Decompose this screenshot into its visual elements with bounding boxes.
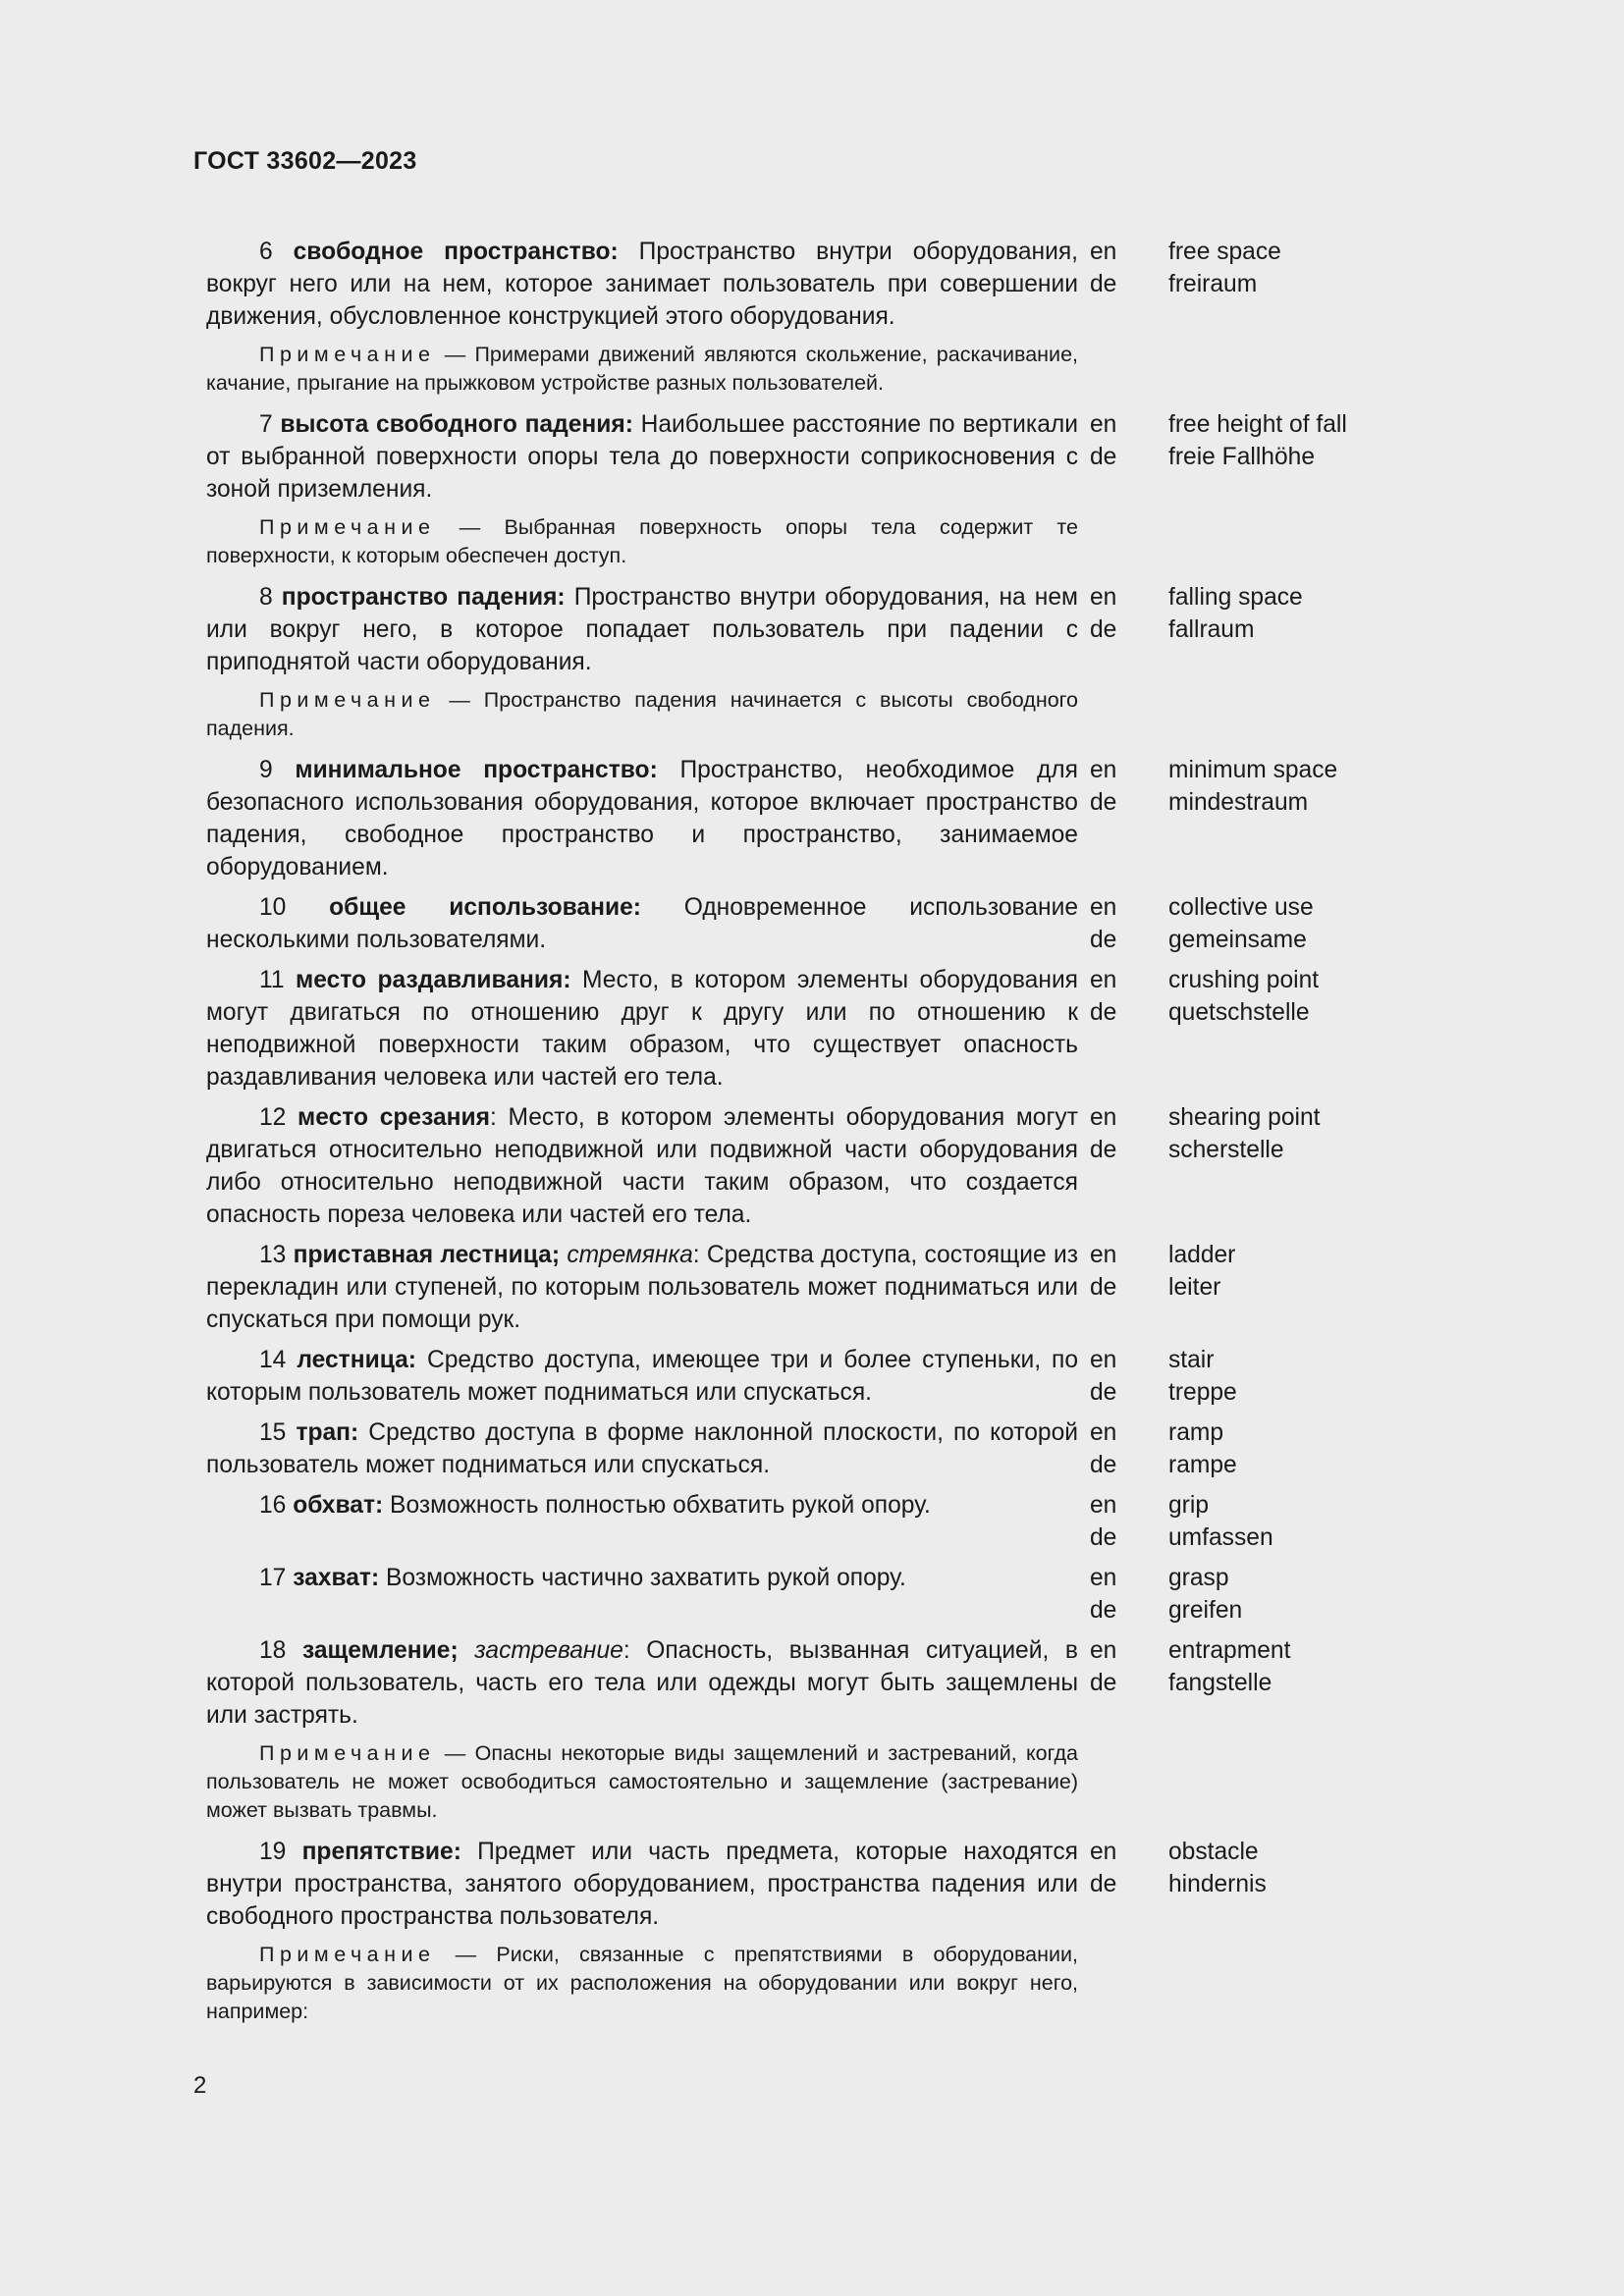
term-number: 18 [259,1637,287,1664]
term-definition-text [206,408,1078,506]
english-equivalent: falling space [1168,584,1303,611]
german-equivalent: greifen [1168,1597,1243,1624]
term-entry [206,408,1404,570]
foreign-equivalents [1168,1101,1321,1231]
term-number: 13 [259,1242,287,1268]
german-equivalent: treppe [1168,1379,1237,1406]
english-equivalent: collective use [1168,894,1314,921]
lang-code-de: de [1090,1871,1117,1897]
lang-code-de: de [1090,1452,1117,1478]
document-header: ГОСТ 33602—2023 [193,147,417,175]
term-definition-text [206,1101,1078,1231]
german-equivalent: fallraum [1168,616,1255,643]
note-text: — Опасны некоторые виды защемлений и застреваний, когда пользователь не может освободиться самостоятельно и защемление (застревание) может вызвать травмы. [206,1741,1078,1822]
language-codes [1090,1562,1129,1627]
lang-code-en: en [1090,239,1117,265]
german-equivalent: gemeinsame [1168,927,1307,953]
term-name: место срезания [298,1104,490,1131]
term-definition-text [206,1489,1078,1554]
term-note [206,513,1078,570]
foreign-equivalents [1168,1836,1267,1933]
note-text: — Примерами движений являются скольжение, раскачивание, качание, прыгание на прыжковом устройстве разных пользователей. [206,343,1078,395]
german-equivalent: mindestraum [1168,789,1309,816]
term-number: 8 [259,584,273,611]
english-equivalent: ladder [1168,1242,1236,1268]
term-name: трап: [296,1419,359,1446]
language-codes [1090,1239,1129,1336]
term-definition-text [206,1836,1078,1933]
german-equivalent: freie Fallhöhe [1168,444,1316,470]
term-number: 16 [259,1492,287,1519]
foreign-equivalents [1168,581,1303,678]
lang-code-de: de [1090,1137,1117,1163]
term-entry [206,1836,1404,2026]
german-equivalent: scherstelle [1168,1137,1284,1163]
english-equivalent: stair [1168,1347,1215,1373]
note-label: Примечание [259,688,436,712]
term-entry [206,581,1404,743]
lang-code-de: de [1090,1274,1117,1301]
term-definition: Пространство внутри оборудования, вокруг него или на нем, которое занимает пользователь при совершении движения, обусловленное конструкцией этого оборудования. [206,239,1078,330]
term-definition: Средство доступа, имеющее три и более ступеньки, по которым пользователь может подниматься или спускаться. [206,1347,1078,1406]
lang-code-de: de [1090,1670,1117,1696]
lang-code-en: en [1090,1565,1117,1591]
lang-code-en: en [1090,1839,1117,1865]
english-equivalent: entrapment [1168,1637,1291,1664]
lang-code-en: en [1090,894,1117,921]
lang-code-en: en [1090,1419,1117,1446]
foreign-equivalents [1168,1239,1235,1336]
language-codes [1090,1416,1129,1481]
term-definition: Наибольшее расстояние по вертикали от выбранной поверхности опоры тела до поверхности соприкосновения с зоной приземления. [206,411,1078,503]
term-number: 6 [259,239,273,265]
note-text: — Риски, связанные с препятствиями в оборудовании, варьируются в зависимости от их расположения на оборудовании или вокруг него, например: [206,1943,1078,2023]
language-codes [1090,1836,1129,1933]
term-entry [206,964,1404,1094]
german-equivalent: fangstelle [1168,1670,1272,1696]
english-equivalent: minimum space [1168,757,1338,783]
lang-code-en: en [1090,411,1117,438]
term-definition-text [206,1562,1078,1627]
foreign-equivalents [1168,891,1314,956]
term-definition: Средство доступа в форме наклонной плоскости, по которой пользователь может подниматься или спускаться. [206,1419,1078,1478]
term-number: 7 [259,411,273,438]
english-equivalent: shearing point [1168,1104,1321,1131]
term-name: общее использование: [329,894,641,921]
foreign-equivalents [1168,754,1337,883]
lang-code-en: en [1090,584,1117,611]
term-definition-text [206,891,1078,956]
term-number: 12 [259,1104,287,1131]
term-number: 14 [259,1347,287,1373]
term-name: обхват: [293,1492,384,1519]
term-definition: Одновременное использование несколькими пользователями. [206,894,1078,953]
term-entry [206,1562,1404,1627]
term-entry [206,1101,1404,1231]
lang-code-de: de [1090,999,1117,1026]
foreign-equivalents [1168,1416,1237,1481]
english-equivalent: grasp [1168,1565,1229,1591]
term-number: 15 [259,1419,287,1446]
foreign-equivalents [1168,1344,1237,1409]
foreign-equivalents [1168,1634,1290,1732]
term-entry [206,754,1404,883]
term-number: 9 [259,757,273,783]
terms-list [206,236,1404,2037]
term-entry [206,1239,1404,1336]
term-definition-text [206,1344,1078,1409]
term-synonym: стремянка [567,1242,693,1268]
language-codes [1090,408,1129,506]
term-definition: Возможность частично захватить рукой опору. [379,1565,906,1591]
lang-code-en: en [1090,1492,1117,1519]
term-name: лестница: [297,1347,416,1373]
term-definition-text [206,754,1078,883]
term-note [206,1941,1078,2026]
english-equivalent: ramp [1168,1419,1224,1446]
foreign-equivalents [1168,236,1281,333]
note-label: Примечание [259,343,436,366]
lang-code-de: de [1090,927,1117,953]
english-equivalent: free height of fall [1168,411,1347,438]
term-name: место раздавливания: [296,967,571,993]
lang-code-de: de [1090,789,1117,816]
german-equivalent: hindernis [1168,1871,1267,1897]
english-equivalent: grip [1168,1492,1210,1519]
term-name: захват: [293,1565,380,1591]
lang-code-en: en [1090,757,1117,783]
german-equivalent: leiter [1168,1274,1221,1301]
term-name: минимальное пространство: [295,757,658,783]
foreign-equivalents [1168,408,1347,506]
lang-code-de: de [1090,271,1117,297]
term-definition-text [206,581,1078,678]
lang-code-en: en [1090,1637,1117,1664]
term-synonym-separator [459,1637,475,1664]
foreign-equivalents [1168,1489,1273,1554]
note-label: Примечание [259,1943,436,1966]
lang-code-en: en [1090,1104,1117,1131]
german-equivalent: freiraum [1168,271,1258,297]
lang-code-en: en [1090,1242,1117,1268]
lang-code-de: de [1090,1379,1117,1406]
note-text: — Выбранная поверхность опоры тела содержит те поверхности, к которым обеспечен доступ. [206,515,1078,567]
term-definition-text [206,236,1078,333]
lang-code-de: de [1090,1597,1117,1624]
english-equivalent: crushing point [1168,967,1320,993]
term-number: 17 [259,1565,287,1591]
term-definition: Возможность полностью обхватить рукой опору. [383,1492,931,1519]
lang-code-de: de [1090,616,1117,643]
note-label: Примечание [259,1741,436,1765]
page-number: 2 [193,2072,207,2099]
term-name: защемление; [301,1637,459,1664]
term-synonym: застревание [474,1637,623,1664]
language-codes [1090,236,1129,333]
term-entry [206,1344,1404,1409]
term-definition: Пространство, необходимое для безопасного использования оборудования, которое включает пространство падения, свободное пространство и пространство, занимаемое оборудованием. [206,757,1078,881]
english-equivalent: free space [1168,239,1281,265]
language-codes [1090,1101,1129,1231]
term-note [206,686,1078,743]
english-equivalent: obstacle [1168,1839,1259,1865]
term-number: 11 [259,967,285,993]
term-number: 10 [259,894,287,921]
german-equivalent: quetschstelle [1168,999,1310,1026]
lang-code-en: en [1090,967,1117,993]
term-note [206,341,1078,398]
term-note [206,1739,1078,1825]
language-codes [1090,964,1129,1094]
term-name: пространство падения: [281,584,566,611]
term-entry [206,1416,1404,1481]
term-definition-text [206,1634,1078,1732]
term-entry [206,1634,1404,1825]
term-number: 19 [259,1839,287,1865]
term-definition-text [206,1239,1078,1336]
german-equivalent: rampe [1168,1452,1237,1478]
term-definition: : Средства доступа, состоящие из перекладин или ступеней, по которым пользователь может подниматься или спускаться при помощи рук. [206,1242,1078,1333]
lang-code-en: en [1090,1347,1117,1373]
term-definition-text [206,964,1078,1094]
lang-code-de: de [1090,1524,1117,1551]
foreign-equivalents [1168,964,1319,1094]
term-definition: Пространство внутри оборудования, на нем или вокруг него, в которое попадает пользователь при падении с приподнятой части оборудования. [206,584,1078,675]
note-text: — Пространство падения начинается с высоты свободного падения. [206,688,1078,740]
term-definition-text [206,1416,1078,1481]
term-name: препятствие: [301,1839,461,1865]
language-codes [1090,1489,1129,1554]
language-codes [1090,891,1129,956]
german-equivalent: umfassen [1168,1524,1273,1551]
term-name: свободное пространство: [293,239,619,265]
term-name: высота свободного падения: [280,411,633,438]
term-entry [206,891,1404,956]
language-codes [1090,581,1129,678]
term-name: приставная лестница; [293,1242,561,1268]
language-codes [1090,754,1129,883]
term-definition: : Место, в котором элементы оборудования могут двигаться относительно неподвижной или подвижной части оборудования либо относительно неподвижной части таким образом, что создается опасность пореза человека или частей его тела. [206,1104,1078,1228]
term-definition: : Опасность, вызванная ситуацией, в которой пользователь, часть его тела или одежды могут быть защемлены или застрять. [206,1637,1078,1729]
language-codes [1090,1634,1129,1732]
term-entry [206,236,1404,398]
term-definition: Предмет или часть предмета, которые находятся внутри пространства, занятого оборудованием, пространства падения или свободного пространства пользователя. [206,1839,1078,1930]
term-entry [206,1489,1404,1554]
term-definition: Место, в котором элементы оборудования могут двигаться по отношению друг к другу или по отношению к неподвижной поверхности таким образом, что существует опасность раздавливания человека или частей его тела. [206,967,1078,1091]
note-label: Примечание [259,515,436,539]
lang-code-de: de [1090,444,1117,470]
language-codes [1090,1344,1129,1409]
foreign-equivalents [1168,1562,1242,1627]
